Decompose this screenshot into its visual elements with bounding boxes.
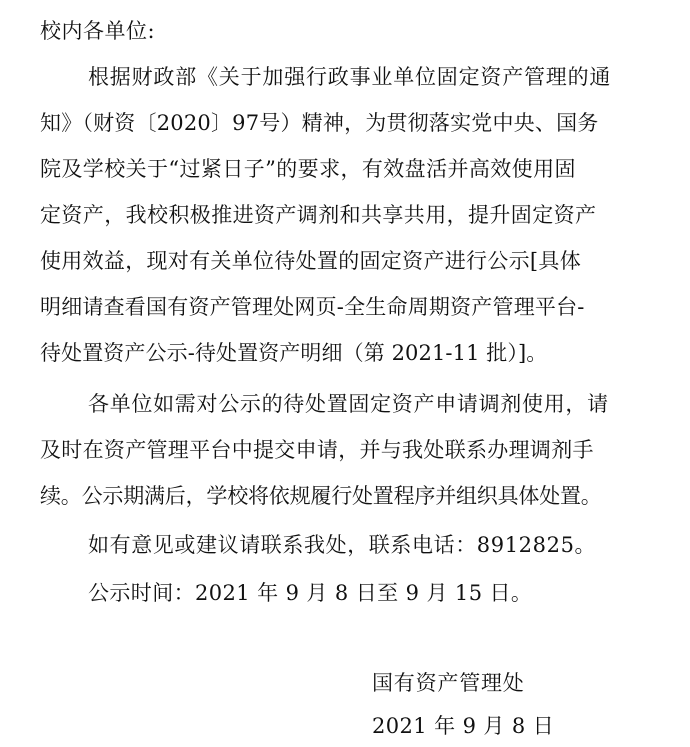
signature-date: 2021 年 9 月 8 日	[372, 714, 555, 738]
paragraph1-line1: 根据财政部《关于加强行政事业单位固定资产管理的通	[88, 65, 612, 89]
paragraph1-line7: 待处置资产公示-待处置资产明细（第 2021-11 批）]。	[40, 341, 548, 365]
paragraph1-line6: 明细请查看国有资产管理处网页-全生命周期资产管理平台-	[40, 295, 585, 319]
signature-office: 国有资产管理处	[372, 671, 525, 695]
contact-line: 如有意见或建议请联系我处，联系电话：8912825。	[88, 533, 597, 557]
salutation: 校内各单位:	[40, 19, 156, 43]
paragraph2-line2: 及时在资产管理平台中提交申请，并与我处联系办理调剂手	[40, 438, 594, 462]
paragraph1-line4: 定资产，我校积极推进资产调剂和共享共用，提升固定资产	[40, 203, 597, 227]
paragraph1-line5: 使用效益，现对有关单位待处置的固定资产进行公示[具体	[40, 249, 581, 273]
paragraph1-line3: 院及学校关于“过紧日子”的要求，有效盘活并高效使用固	[40, 157, 576, 181]
notice-period: 公示时间：2021 年 9 月 8 日至 9 月 15 日。	[88, 581, 533, 605]
paragraph1-line2: 知》（财资〔2020〕97号）精神，为贯彻落实党中央、国务	[40, 111, 599, 135]
paragraph2-line3: 续。公示期满后，学校将依规履行处置程序并组织具体处置。	[40, 484, 602, 508]
paragraph2-line1: 各单位如需对公示的待处置固定资产申请调剂使用，请	[88, 392, 609, 416]
